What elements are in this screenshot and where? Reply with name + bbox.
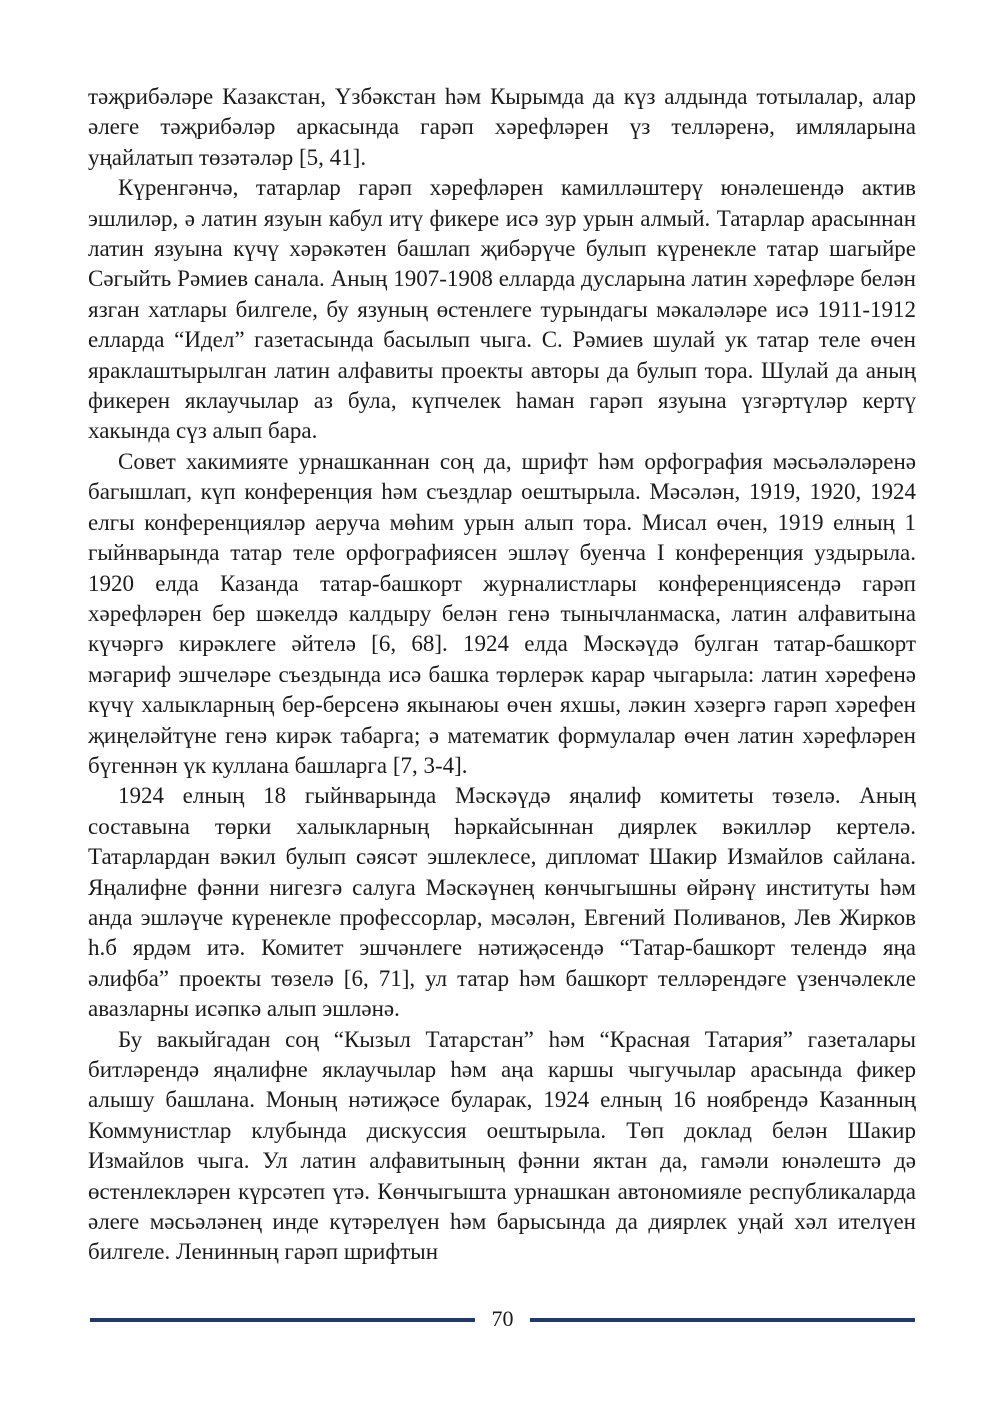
paragraph: Совет хакимияте урнашканнан соң да, шрифт һәм орфография мәсьәләләренә багышлап, күп конференция һәм съездлар оештырыла. Мәсәлән, 1919, 1920, 1924 елгы конференцияләр аеруча мөһим урын алып тора. Мисал өчен, 1919 елның 1 гыйнварында татар теле орфографиясен эшләү буенча I конференция уздырыла. 1920 елда Казанда татар-башкорт журналистлары конференциясендә гарәп хәрефләрен бер шәкелдә калдыру белән генә тынычланмаска, латин алфавитына күчәргә кирәклеге әйтелә [6, 68]. 1924 елда Мәскәүдә булган татар-башкорт мәгариф эшчеләре съездында исә башка төрлерәк карар чыгарыла: латин хәрефенә күчү халыкларның бер-берсенә якынаюы өчен яхшы, ләкин хәзергә гарәп хәрефен җиңеләйтүне генә кирәк табарга; ә математик формулалар өчен латин хәрефләрен бүгеннән үк куллана башларга [7, 3-4]. (88, 448, 916, 778)
paragraph: 1924 елның 18 гыйнварында Мәскәүдә яңалиф комитеты төзелә. Аның составына төрки халыкларның һәркайсыннан диярлек вәкилләр кертелә. Татарлардан вәкил булып сәясәт эшлеклесе, дипломат Шакир Измайлов сайлана. Яңалифне фәнни нигезгә салуга Мәскәүнең көнчыгышны өйрәнү институты һәм анда эшләүче күренекле профессорлар, мәсәлән, Евгений Поливанов, Лев Жирков һ.б ярдәм итә. Комитет эшчәнлеге нәтиҗәсендә “Татар-башкорт телендә яңа әлифба” проекты төзелә [6, 71], ул татар һәм башкорт телләрендәге үзенчәлекле авазларны исәпкә алып эшләнә. (88, 783, 916, 1022)
paragraph-continuation: тәҗрибәләре Казакстан, Үзбәкстан һәм Кырымда да күз алдында тотылалар, алар әлеге тәҗрибәләр аркасында гарәп хәрефләрен үз телләренә, имляларына уңайлатып төзәтәләр [5, 41]. (88, 84, 916, 170)
paragraph: Күренгәнчә, татарлар гарәп хәрефләрен камилләштерү юнәлешендә актив эшлиләр, ә латин язуын кабул итү фикере исә зур урын алмый. Татарлар арасыннан латин язуына күчү хәрәкәтен башлап җибәрүче булып күренекле татар шагыйре Сәгыйть Рәмиев санала. Аның 1907-1908 елларда дусларына латин хәрефләре белән язган хатлары билгеле, бу язуның өстенлеге турындагы мәкаләләре исә 1911-1912 елларда “Идел” газетасында басылып чыга. С. Рәмиев шулай ук татар теле өчен яраклаштырылган латин алфавиты проекты авторы да булып тора. Шулай да аның фикерен яклаучылар аз була, күпчелек һаман гарәп язуына үзгәртүләр кертү хакында сүз алып бара. (88, 175, 916, 444)
footer-rule-right (530, 1318, 915, 1322)
footer-rule-left (90, 1318, 475, 1322)
paragraph: Бу вакыйгадан соң “Кызыл Татарстан” һәм “Красная Татария” газеталары битләрендә яңалифне яклаучылар һәм аңа каршы чыгучылар арасында фикер алышу башлана. Моның нәтиҗәсе буларак, 1924 елның 16 ноябрендә Казанның Коммунистлар клубында дискуссия оештырыла. Төп доклад белән Шакир Измайлов чыга. Ул латин алфавитының фәнни яктан да, гамәли юнәлештә дә өстенлекләрен күрсәтеп үтә. Көнчыгышта урнашкан автономияле республикаларда әлеге мәсьәләнең инде күтәрелүен һәм барысында да диярлек уңай хәл ителүен билгеле. Ленинның гарәп шрифтын (88, 1026, 916, 1265)
page-number: 70 (491, 1306, 514, 1331)
body-text (88, 82, 916, 1268)
